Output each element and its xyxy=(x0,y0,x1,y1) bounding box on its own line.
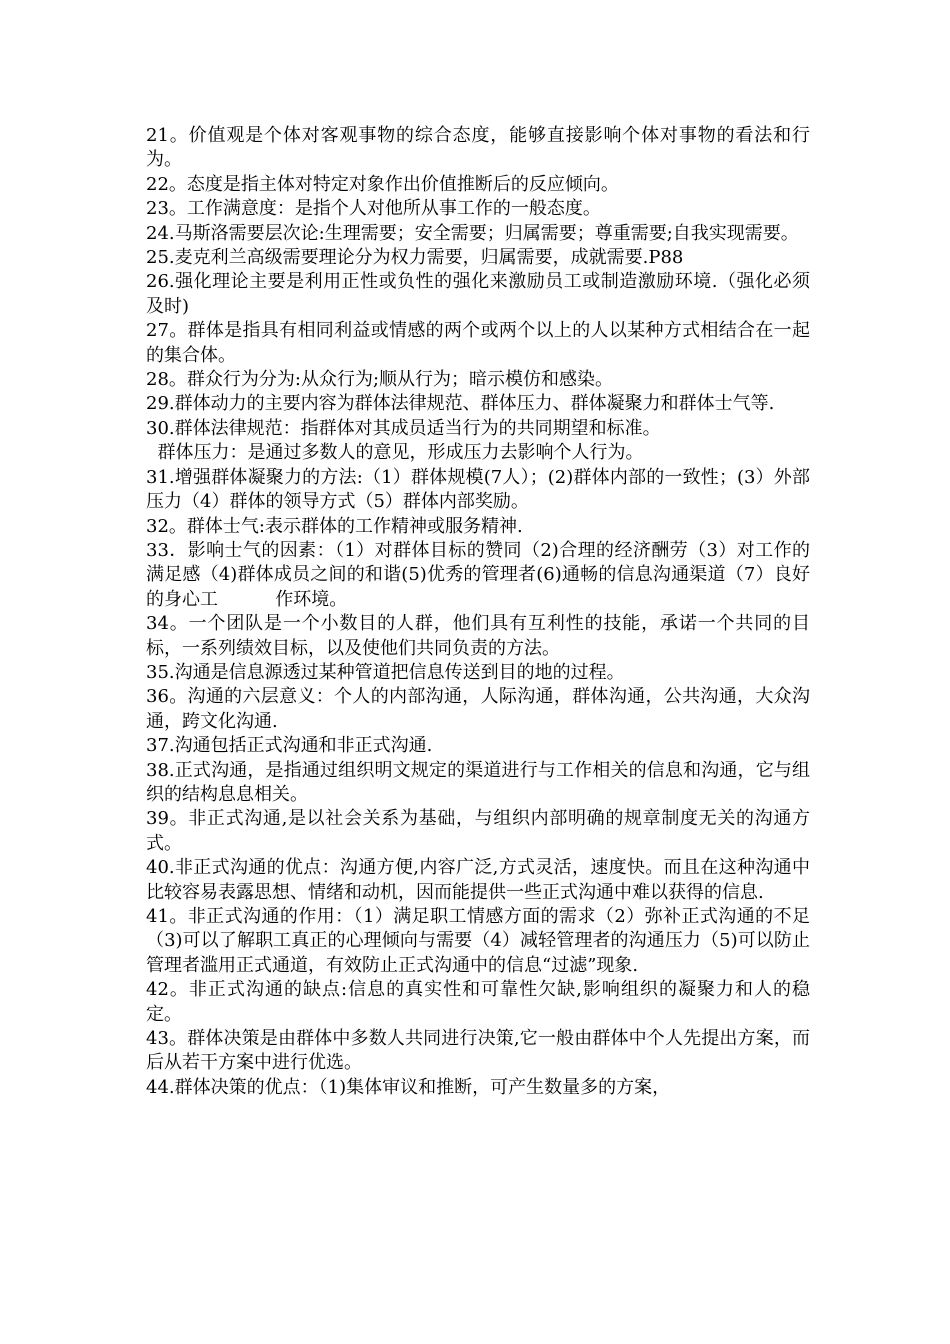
paragraph-40: 40.非正式沟通的优点：沟通方便,内容广泛,方式灵活，速度快。而且在这种沟通中比较容易表露思想、情绪和动机，因而能提供一些正式沟通中难以获得的信息. xyxy=(146,857,810,903)
paragraph-31: 31.增强群体凝聚力的方法:（1）群体规模(7人）；(2)群体内部的一致性；(3）外部压力（4）群体的领导方式（5）群体内部奖励。 xyxy=(146,466,810,513)
paragraph-27: 27。群体是指具有相同利益或情感的两个或两个以上的人以某种方式相结合在一起的集合体。 xyxy=(146,320,810,366)
paragraph-33: 33．影响士气的因素：（1）对群体目标的赞同（2)合理的经济酬劳（3）对工作的满足感（4)群体成员之间的和谐(5)优秀的管理者(6)通畅的信息沟通渠道（7）良好的身心工 作环境。 xyxy=(146,539,810,610)
paragraph-24: 24.马斯洛需要层次论:生理需要；安全需要；归属需要；尊重需要;自我实现需要。 xyxy=(146,222,799,244)
paragraph-28: 28。群众行为分为:从众行为;顺从行为；暗示模仿和感染。 xyxy=(146,369,614,391)
paragraph-42: 42。非正式沟通的缺点:信息的真实性和可靠性欠缺,影响组织的凝聚力和人的稳定。 xyxy=(146,979,810,1025)
paragraph-25: 25.麦克利兰高级需要理论分为权力需要，归属需要，成就需要.P88 xyxy=(146,247,684,269)
paragraph-37: 37.沟通包括正式沟通和非正式沟通. xyxy=(146,735,433,757)
paragraph-29: 29.群体动力的主要内容为群体法律规范、群体压力、群体凝聚力和群体士气等. xyxy=(146,393,775,415)
paragraph-22: 22。态度是指主体对特定对象作出价值推断后的反应倾向。 xyxy=(146,173,619,195)
paragraph-23: 23。工作满意度：是指个人对他所从事工作的一般态度。 xyxy=(146,198,601,220)
paragraph-32: 32。群体士气:表示群体的工作精神或服务精神. xyxy=(146,515,523,537)
paragraph-44: 44.群体决策的优点：（1)集体审议和推断，可产生数量多的方案， xyxy=(146,1076,671,1098)
paragraph-36: 36。沟通的六层意义：个人的内部沟通，人际沟通，群体沟通，公共沟通，大众沟通，跨文化沟通. xyxy=(146,686,810,732)
paragraph-21: 21。价值观是个体对客观事物的综合态度，能够直接影响个体对事物的看法和行为。 xyxy=(146,125,810,171)
paragraph-26: 26.强化理论主要是利用正性或负性的强化来激励员工或制造激励环境.（强化必须及时) xyxy=(146,271,810,317)
paragraph-38: 38.正式沟通，是指通过组织明文规定的渠道进行与工作相关的信息和沟通，它与组织的结构息息相关。 xyxy=(146,759,810,805)
paragraph-30: 30.群体法律规范：指群体对其成员适当行为的共同期望和标准。 xyxy=(146,417,661,439)
paragraph-41: 41。非正式沟通的作用：（1）满足职工情感方面的需求（2）弥补正式沟通的不足（3)可以了解职工真正的心理倾向与需要（4）减轻管理者的沟通压力（5)可以防止管理者滥用正式通道，有效防止正式沟通中的信息“过滤”现象. xyxy=(146,906,810,976)
paragraph-30-group-pressure: 群体压力：是通过多数人的意见，形成压力去影响个人行为。 xyxy=(146,442,644,464)
paragraph-39: 39。非正式沟通,是以社会关系为基础，与组织内部明确的规章制度无关的沟通方式。 xyxy=(146,808,810,854)
paragraph-43: 43。群体决策是由群体中多数人共同进行决策,它一般由群体中个人先提出方案，而后从若干方案中进行优选。 xyxy=(146,1028,810,1074)
paragraph-34: 34。一个团队是一个小数目的人群，他们具有互利性的技能，承诺一个共同的目标，一系列绩效目标，以及使他们共同负责的方法。 xyxy=(146,613,810,659)
paragraph-35: 35.沟通是信息源透过某种管道把信息传送到目的地的过程。 xyxy=(146,661,625,683)
document-page xyxy=(146,124,810,1100)
